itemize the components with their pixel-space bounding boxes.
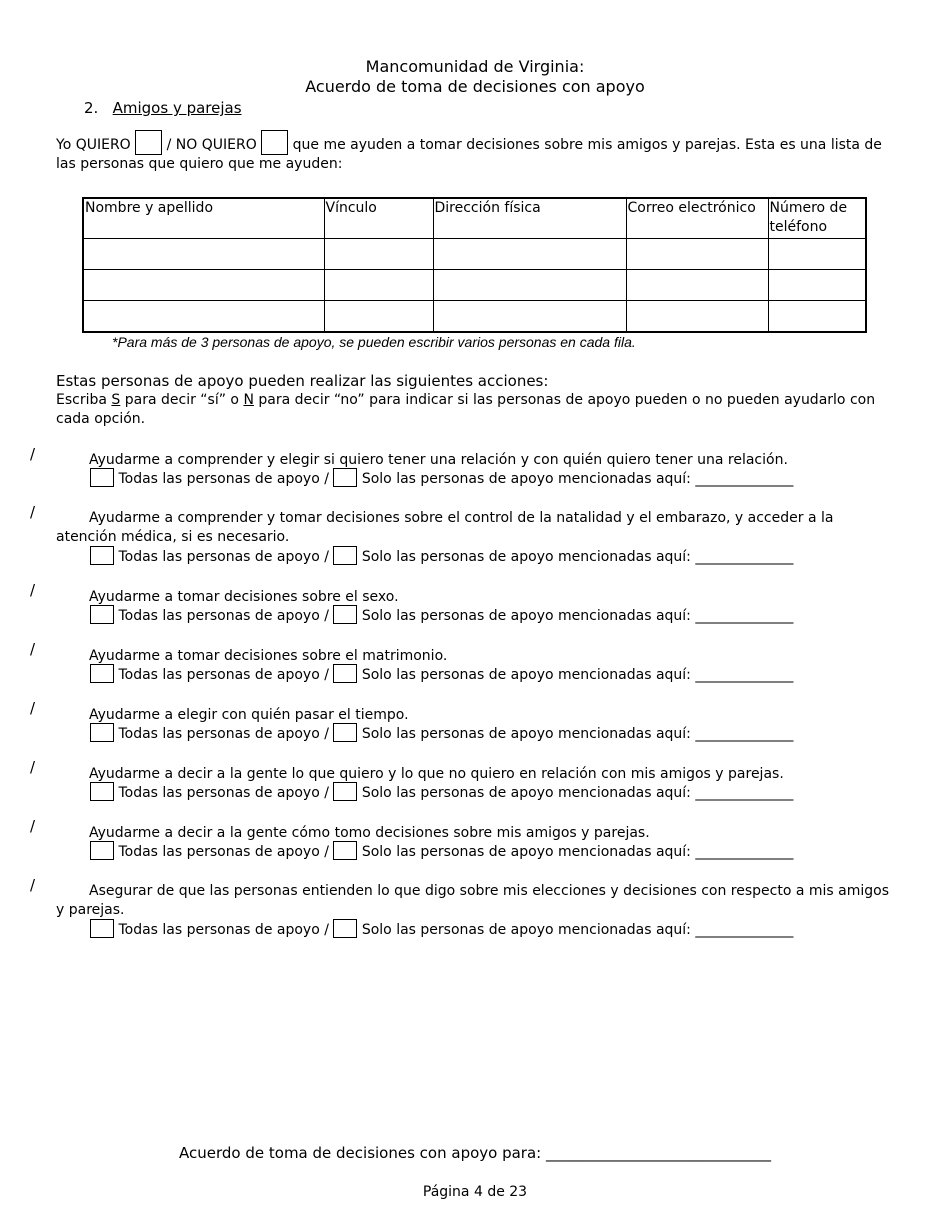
item-5-choices <box>90 723 793 745</box>
item-5-text: Ayudarme a elegir con quién pasar el tiempo. <box>89 707 409 723</box>
named-supporters-label: Solo las personas de apoyo mencionadas aquí: ______________ <box>361 608 794 624</box>
all-supporters-checkbox[interactable] <box>90 919 114 938</box>
named-supporters-checkbox[interactable] <box>333 919 357 938</box>
named-supporters-label: Solo las personas de apoyo mencionadas aquí: ______________ <box>361 922 794 938</box>
all-supporters-label: Todas las personas de apoyo / <box>118 844 329 860</box>
section-heading <box>84 99 242 117</box>
item-4-slash: / <box>30 640 36 658</box>
named-supporters-label: Solo las personas de apoyo mencionadas aquí: ______________ <box>361 471 794 487</box>
table-cell[interactable] <box>768 270 866 301</box>
item-1-slash: / <box>30 445 36 463</box>
table-cell[interactable] <box>433 301 626 333</box>
want-label: Yo QUIERO <box>56 137 131 153</box>
named-supporters-checkbox[interactable] <box>333 468 357 487</box>
item-2-choices <box>90 546 793 568</box>
table-cell[interactable] <box>324 301 433 333</box>
not-want-label: / NO QUIERO <box>166 137 257 153</box>
named-supporters-checkbox[interactable] <box>333 723 357 742</box>
named-supporters-label: Solo las personas de apoyo mencionadas aquí: ______________ <box>361 726 794 742</box>
named-supporters-label: Solo las personas de apoyo mencionadas aquí: ______________ <box>361 667 794 683</box>
col-email: Correo electrónico <box>626 198 768 239</box>
col-phone: Número de teléfono <box>768 198 866 239</box>
table-cell[interactable] <box>83 301 324 333</box>
item-2-text: Ayudarme a comprender y tomar decisiones sobre el control de la natalidad y el embarazo, y acceder a la atención médica, si es necesario. <box>56 510 834 545</box>
named-supporters-checkbox[interactable] <box>333 605 357 624</box>
table-row <box>83 301 866 333</box>
instr-yes-letter: S <box>111 392 121 408</box>
want-checkbox[interactable] <box>135 130 162 155</box>
all-supporters-label: Todas las personas de apoyo / <box>118 667 329 683</box>
all-supporters-label: Todas las personas de apoyo / <box>118 471 329 487</box>
named-supporters-label: Solo las personas de apoyo mencionadas aquí: ______________ <box>361 549 794 565</box>
item-3-text: Ayudarme a tomar decisiones sobre el sexo. <box>89 589 399 605</box>
table-row <box>83 239 866 270</box>
item-8-text: Asegurar de que las personas entienden lo que digo sobre mis elecciones y decisiones con respecto a mis amigos y parejas. <box>56 883 889 918</box>
table-cell[interactable] <box>433 239 626 270</box>
instr-no-letter: N <box>243 392 254 408</box>
instr-text-c: para decir “no” para indicar si las personas de apoyo pueden o no pueden ayudarlo con cada opción. <box>56 392 876 427</box>
footer-agreement-line: Acuerdo de toma de decisiones con apoyo para: ______________________________ <box>179 1144 771 1162</box>
col-relationship: Vínculo <box>324 198 433 239</box>
all-supporters-label: Todas las personas de apoyo / <box>118 608 329 624</box>
page-number: Página 4 de 23 <box>422 1184 528 1200</box>
table-cell[interactable] <box>626 301 768 333</box>
item-3-choices <box>90 605 793 627</box>
all-supporters-label: Todas las personas de apoyo / <box>118 922 329 938</box>
intro-text: que me ayuden a tomar decisiones sobre mis amigos y parejas. Esta es una lista de las personas que quiero que me ayuden: <box>56 137 882 172</box>
section-number: 2. <box>84 99 99 117</box>
all-supporters-checkbox[interactable] <box>90 468 114 487</box>
item-8-slash: / <box>30 876 36 894</box>
support-persons-table <box>82 197 867 333</box>
item-6-text: Ayudarme a decir a la gente lo que quiero y lo que no quiero en relación con mis amigos y parejas. <box>89 766 784 782</box>
all-supporters-label: Todas las personas de apoyo / <box>118 726 329 742</box>
item-4-choices <box>90 664 793 686</box>
intro-paragraph <box>56 130 896 174</box>
item-7-slash: / <box>30 817 36 835</box>
all-supporters-checkbox[interactable] <box>90 546 114 565</box>
named-supporters-checkbox[interactable] <box>333 841 357 860</box>
header-title: Mancomunidad de Virginia: <box>365 57 585 76</box>
all-supporters-label: Todas las personas de apoyo / <box>118 549 329 565</box>
all-supporters-checkbox[interactable] <box>90 723 114 742</box>
all-supporters-checkbox[interactable] <box>90 841 114 860</box>
actions-heading: Estas personas de apoyo pueden realizar las siguientes acciones: <box>56 372 549 390</box>
named-supporters-checkbox[interactable] <box>333 546 357 565</box>
table-cell[interactable] <box>324 239 433 270</box>
named-supporters-checkbox[interactable] <box>333 782 357 801</box>
all-supporters-label: Todas las personas de apoyo / <box>118 785 329 801</box>
item-1-choices <box>90 468 793 490</box>
instr-text-b: para decir “sí” o <box>124 392 239 408</box>
item-1-text: Ayudarme a comprender y elegir si quiero tener una relación y con quién quiero tener una relación. <box>89 452 788 468</box>
not-want-checkbox[interactable] <box>261 130 288 155</box>
table-cell[interactable] <box>433 270 626 301</box>
item-6-slash: / <box>30 758 36 776</box>
all-supporters-checkbox[interactable] <box>90 664 114 683</box>
table-row <box>83 270 866 301</box>
actions-instructions <box>56 391 896 429</box>
col-address: Dirección física <box>433 198 626 239</box>
item-3-slash: / <box>30 581 36 599</box>
table-note: *Para más de 3 personas de apoyo, se pueden escribir varios personas en cada fila. <box>112 334 636 350</box>
table-cell[interactable] <box>83 239 324 270</box>
table-cell[interactable] <box>83 270 324 301</box>
named-supporters-label: Solo las personas de apoyo mencionadas aquí: ______________ <box>361 785 794 801</box>
table-cell[interactable] <box>626 270 768 301</box>
item-8-choices <box>90 919 793 941</box>
item-2-slash: / <box>30 503 36 521</box>
item-7-text: Ayudarme a decir a la gente cómo tomo decisiones sobre mis amigos y parejas. <box>89 825 650 841</box>
named-supporters-label: Solo las personas de apoyo mencionadas aquí: ______________ <box>361 844 794 860</box>
table-cell[interactable] <box>324 270 433 301</box>
instr-text-a: Escriba <box>56 392 107 408</box>
table-cell[interactable] <box>626 239 768 270</box>
item-7-choices <box>90 841 793 863</box>
item-5-slash: / <box>30 699 36 717</box>
all-supporters-checkbox[interactable] <box>90 782 114 801</box>
col-name: Nombre y apellido <box>83 198 324 239</box>
table-cell[interactable] <box>768 301 866 333</box>
table-cell[interactable] <box>768 239 866 270</box>
document-title: Acuerdo de toma de decisiones con apoyo <box>305 77 645 96</box>
item-6-choices <box>90 782 793 804</box>
section-title: Amigos y parejas <box>112 99 242 117</box>
table-header-row <box>83 198 866 239</box>
named-supporters-checkbox[interactable] <box>333 664 357 683</box>
all-supporters-checkbox[interactable] <box>90 605 114 624</box>
item-4-text: Ayudarme a tomar decisiones sobre el matrimonio. <box>89 648 448 664</box>
